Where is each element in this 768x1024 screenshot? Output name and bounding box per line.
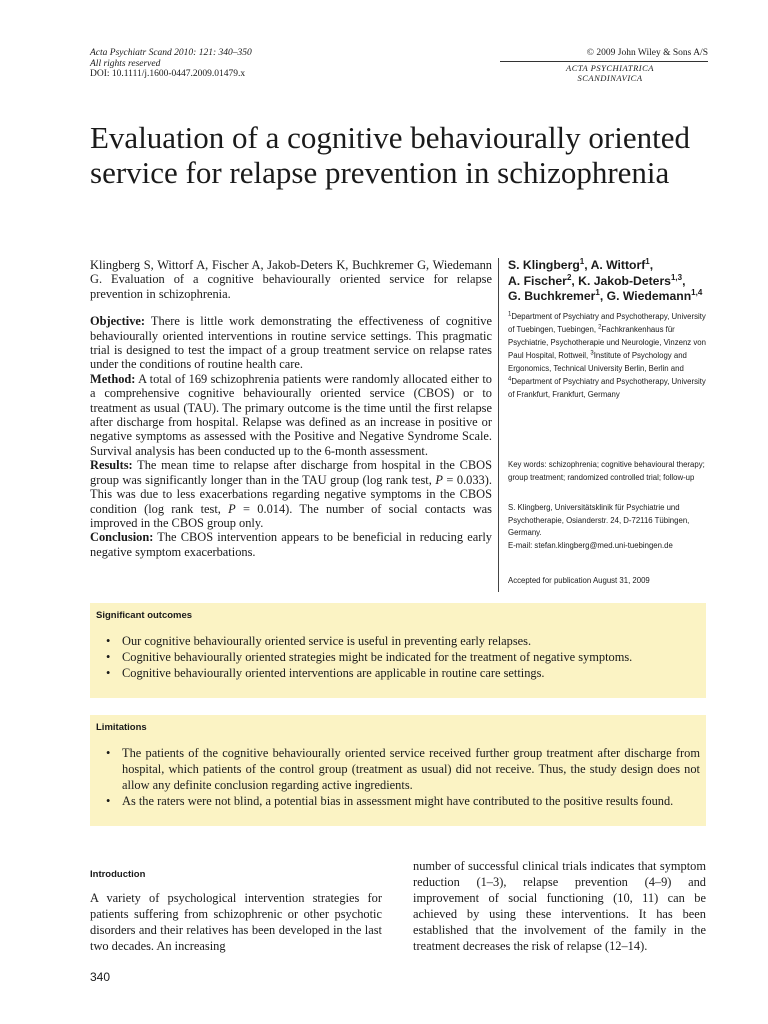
journal-name-line: ACTA PSYCHIATRICA xyxy=(566,63,654,73)
significant-outcomes-box xyxy=(90,603,706,698)
author-affiliation-mark: 1 xyxy=(579,256,585,266)
abstract-objective xyxy=(90,314,492,372)
body-text-column-2: number of successful clinical trials indicates that symptom reduction (1–3), relapse prevention (4–9) and improvement of social functioning (10, 11) can be achieved by using these interventions. It has been established that the involvement of the family in the treatment decreases the risk of relapse (12–14). xyxy=(413,859,706,953)
author-separator: , xyxy=(649,258,654,272)
correspondence xyxy=(508,502,713,552)
journal-name xyxy=(500,63,720,83)
list-item-text: Cognitive behaviourally oriented interventions are applicable in routine care settings. xyxy=(122,666,545,680)
list-item xyxy=(96,745,700,793)
body-text-column-1: A variety of psychological intervention strategies for patients suffering from schizophrenic or other psychotic disorders and their relatives has been developed in the last two decades. An increasing xyxy=(90,891,382,953)
p-symbol: P xyxy=(435,472,443,487)
author-affiliation-mark: 1,3 xyxy=(670,272,683,282)
bullet-icon: • xyxy=(106,746,111,760)
affiliation-text: Department of Psychiatry and Psychotherapy, University of Frankfurt, Frankfurt, Germany xyxy=(508,377,706,399)
limitations-box xyxy=(90,715,706,826)
method-text: A total of 169 schizophrenia patients were randomly allocated either to a comprehensive cognitive behaviourally oriented service (CBOS) or to treatment as usual (TAU). The primary outcome is the time until the first relapse after discharge from hospital. Relapse was defined as an increase in positive or negative symptoms as assessed with the Positive and Negative Syndrome Scale. Survival analysis has been conducted up to the 6-month assessment. xyxy=(90,371,492,458)
copyright-line: © 2009 John Wiley & Sons A/S xyxy=(586,48,708,58)
affiliations xyxy=(508,310,713,401)
article-title: Evaluation of a cognitive behaviourally oriented service for relapse prevention in schizophrenia xyxy=(90,120,690,190)
journal-name-line: SCANDINAVICA xyxy=(577,73,643,83)
abstract-citation: Klingberg S, Wittorf A, Fischer A, Jakob-Deters K, Buchkremer G, Wiedemann G. Evaluation of a cognitive behaviourally oriented service for relapse prevention in schizophrenia. xyxy=(90,258,492,301)
author: G. Buchkremer xyxy=(508,289,596,303)
rights-line: All rights reserved xyxy=(90,58,161,69)
correspondence-email: E-mail: stefan.klingberg@med.uni-tuebingen.de xyxy=(508,540,673,550)
significant-outcomes-list xyxy=(96,633,700,681)
list-item-text: The patients of the cognitive behaviourally oriented service received further group treatment after discharge from hospital, which patients of the control group (treatment as usual) did not receive. Thus, the study design does not allow any definite conclusion regarding active ingredients. xyxy=(122,746,700,792)
bullet-icon: • xyxy=(106,634,111,648)
author-affiliation-mark: 1 xyxy=(645,256,650,266)
results-text: = 0.033). This was due to less exacerbations regarding negative symptoms in the CBOS condition (log rank test, xyxy=(90,472,492,516)
conclusion-text: The CBOS intervention appears to be beneficial in reducing early negative symptom exacerbations. xyxy=(90,530,492,559)
citation-line: Acta Psychiatr Scand 2010: 121: 340–350 xyxy=(90,48,252,58)
abstract-conclusion xyxy=(90,530,492,559)
significant-outcomes-heading: Significant outcomes xyxy=(96,610,193,621)
affiliation-mark: 2 xyxy=(598,324,602,331)
accepted-date: Accepted for publication August 31, 2009 xyxy=(508,576,650,585)
results-text: The mean time to relapse after discharge from hospital in the CBOS group was significantly longer than in the TAU group (log rank test, xyxy=(90,458,492,487)
bullet-icon: • xyxy=(106,650,111,664)
list-item xyxy=(96,793,700,809)
abstract-method xyxy=(90,372,492,458)
limitations-heading: Limitations xyxy=(96,722,147,733)
column-divider xyxy=(498,258,499,592)
list-item xyxy=(96,633,700,649)
affiliation-text: Department of Psychiatry and Psychotherapy, University of Tuebingen, Tuebingen, xyxy=(508,312,706,334)
conclusion-label: Conclusion: xyxy=(90,530,154,545)
author-separator: , xyxy=(599,289,607,303)
author: G. Wiedemann xyxy=(606,289,692,303)
affiliation-text: Fachkrankenhaus für Psychiatrie, Psychotherapie und Neurologie, Vinzenz von Paul Hospital, Rottweil, xyxy=(508,325,706,360)
results-text: = 0.014). The number of social contacts was improved in the CBOS group only. xyxy=(90,501,492,530)
affiliation-mark: 4 xyxy=(508,376,512,383)
author-affiliation-mark: 1 xyxy=(595,287,600,297)
objective-text: There is little work demonstrating the effectiveness of cognitive behaviourally oriented interventions in routine service settings. This pragmatic trial is designed to test the impact of a group treatment service on relapse rates under the conditions of routine health care. xyxy=(90,314,492,372)
keywords: Key words: schizophrenia; cognitive behavioural therapy; group treatment; randomized controlled trial; follow-up xyxy=(508,460,705,482)
author-separator: , xyxy=(571,273,579,288)
citation-block xyxy=(90,48,252,80)
author: K. Jakob-Deters xyxy=(578,273,671,288)
affiliation-mark: 1 xyxy=(508,311,512,318)
objective-label: Objective: xyxy=(90,314,146,329)
bullet-icon: • xyxy=(106,794,111,808)
affiliation-text: Institute of Psychology and Ergonomics, Technical University Berlin, Berlin and xyxy=(508,351,687,373)
abstract xyxy=(90,258,492,559)
author: S. Klingberg xyxy=(508,258,580,272)
author: A. Fischer xyxy=(508,273,567,288)
correspondence-address: S. Klingberg, Universitätsklinik für Psychiatrie und Psychotherapie, Osianderstr. 24, D-72116 Tübingen, Germany. xyxy=(508,503,690,537)
limitations-list xyxy=(96,745,700,809)
results-label: Results: xyxy=(90,458,133,473)
list-item-text: As the raters were not blind, a potential bias in assessment might have contributed to the positive results found. xyxy=(122,794,674,808)
author-affiliation-mark: 2 xyxy=(566,272,572,282)
list-item xyxy=(96,665,700,681)
list-item-text: Our cognitive behaviourally oriented service is useful in preventing early relapses. xyxy=(122,634,532,648)
bullet-icon: • xyxy=(106,666,111,680)
header-rule xyxy=(500,61,708,62)
p-symbol: P xyxy=(228,501,236,516)
abstract-results xyxy=(90,458,492,530)
method-label: Method: xyxy=(90,371,136,386)
author-affiliation-mark: 1,4 xyxy=(691,287,703,297)
doi-line: DOI: 10.1111/j.1600-0447.2009.01479.x xyxy=(90,69,246,79)
author: A. Wittorf xyxy=(590,258,646,272)
introduction-heading: Introduction xyxy=(90,869,146,880)
page-number: 340 xyxy=(90,970,111,984)
author-separator: , xyxy=(584,258,591,272)
author-separator: , xyxy=(682,273,686,288)
list-item xyxy=(96,649,700,665)
list-item-text: Cognitive behaviourally oriented strategies might be indicated for the treatment of negative symptoms. xyxy=(122,650,633,664)
author-list xyxy=(508,258,723,305)
affiliation-mark: 3 xyxy=(590,350,594,357)
